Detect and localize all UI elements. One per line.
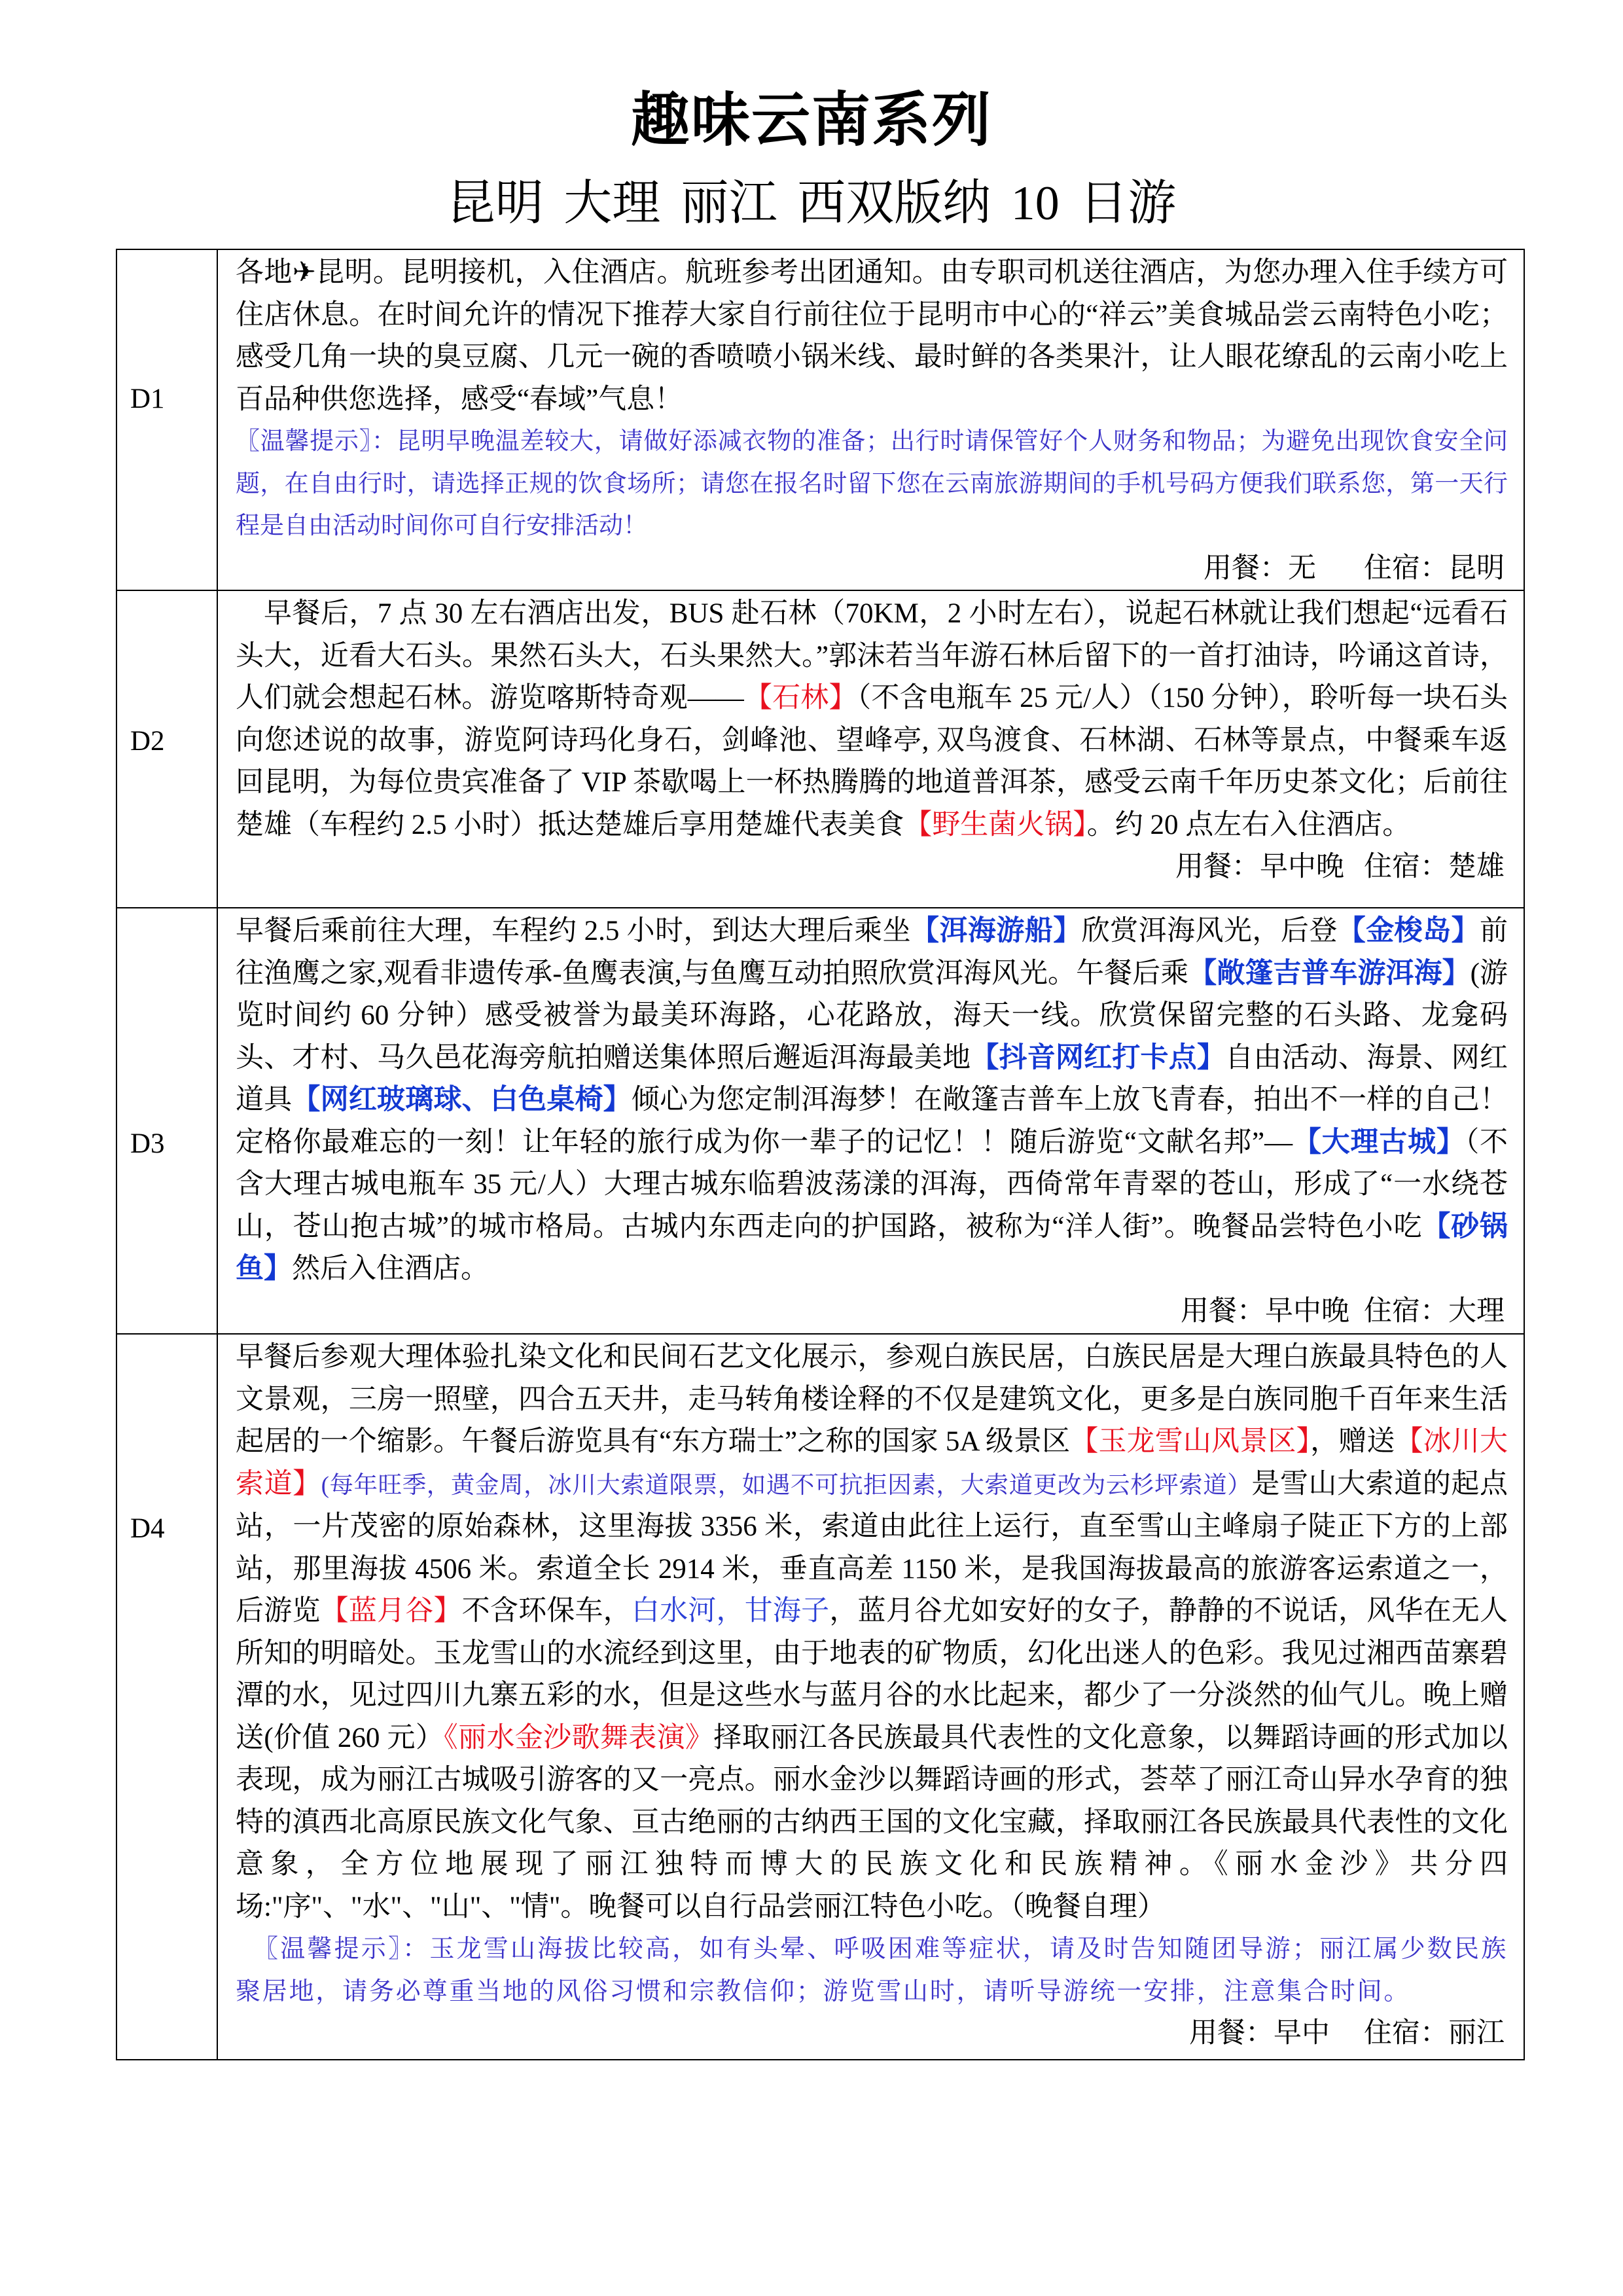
text-run: 早餐后，7 点 30 左右酒店出发，BUS 赴石林（70KM，2 小时左右），说起石林就让我们想起“远看石头大，近看大石头。果然石头大，石头果然大。”郭沫若当年游石林后留下的一首打油诗，吟诵这首诗，人们就会想起石林。游览喀斯特奇观—— <box>236 598 1508 713</box>
document-subtitle: 昆明 大理 丽江 西双版纳 10 日游 <box>446 177 1177 230</box>
tip-text: 〖温馨提示〗：玉龙雪山海拔比较高，如有头晕、呼吸困难等症状，请及时告知随团导游；丽江属少数民族聚居地，请务必尊重当地的风俗习惯和宗教信仰；游览雪山时，请听导游统一安排，注意集合时间。 <box>236 1935 1508 2005</box>
day-label: D4 <box>130 1513 165 1544</box>
meals-info: 用餐：早中晚 <box>1175 852 1344 882</box>
highlight-red: 【冰川大索道】 <box>236 1426 1508 1499</box>
meals-info: 用餐：无 <box>1204 552 1316 584</box>
day-label-cell <box>116 1334 217 2060</box>
highlight-red: 《丽水金沙歌舞表演》 <box>444 1722 714 1753</box>
highlight-blue-bold: 【抖音网红打卡点】 <box>971 1042 1226 1073</box>
day-label: D1 <box>130 384 165 414</box>
tip-text: 〖温馨提示〗：昆明早晚温差较大，请做好添减衣物的准备；出行时请保管好个人财务和物品；为避免出现饮食安全问题，在自由行时，请选择正规的饮食场所；请您在报名时留下您在云南旅游期间的手机号码方便我们联系您，第一天行程是自由活动时间你可自行安排活动！ <box>236 428 1508 539</box>
highlight-red: 【石林】 <box>743 683 857 713</box>
meals-lodging-line <box>236 2013 1508 2055</box>
meals-lodging-line <box>236 1291 1508 1333</box>
itinerary-row-d4 <box>116 1334 1524 2060</box>
highlight-blue-bold: 【网红玻璃球、白色桌椅】 <box>292 1085 632 1115</box>
meals-lodging-line <box>236 846 1508 889</box>
day-details-cell <box>217 1334 1524 2060</box>
highlight-red: 【蓝月谷】 <box>320 1596 462 1626</box>
day-label: D3 <box>130 1128 165 1159</box>
itinerary-row-d3 <box>116 908 1524 1334</box>
text-run: 早餐后乘前往大理，车程约 2.5 小时，到达大理后乘坐 <box>236 916 912 946</box>
travel-tip <box>236 1928 1508 2013</box>
highlight-blue-bold: 【大理古城】 <box>1293 1126 1465 1158</box>
highlight-blue-bold: 【敞篷吉普车游洱海】 <box>1188 958 1471 989</box>
text-run: 然后入住酒店。 <box>292 1253 489 1284</box>
day-label-cell <box>116 249 217 590</box>
highlight-red: 【野生菌火锅】 <box>904 809 1087 840</box>
day-description <box>236 593 1508 846</box>
lodging-info: 住宿：楚雄 <box>1364 852 1505 882</box>
day-label: D2 <box>130 726 165 757</box>
text-run: (游览时间约 60 分钟）感受被誉为最美环海路，心花路放，海天一线。欣赏保留完整的石头路、龙龛码头、才村、马久邑花海旁航拍赠送集体照后邂逅洱海最美地 <box>236 958 1508 1073</box>
day-label-cell <box>116 908 217 1334</box>
text-run: 择取丽江各民族最具代表性的文化意象，以舞蹈诗画的形式加以表现，成为丽江古城吸引游客的又一亮点。丽水金沙以舞蹈诗画的形式，荟萃了丽江奇山异水孕育的独特的滇西北高原民族文化气象、亘古绝丽的古纳西王国的文化宝藏，择取丽江各民族最具代表性的文化意象，全方位地展现了丽江独特而博大的民族文化和民族精神。《丽水金沙》共分四场:"序"、"水"、"山"、"情"。晚餐可以自行品尝丽江特色小吃。（晚餐自理） <box>236 1722 1508 1922</box>
itinerary-row-d1 <box>116 249 1524 590</box>
lodging-info: 住宿：大理 <box>1364 1295 1505 1327</box>
highlight-blue-bold: 【洱海游船】 <box>911 916 1082 946</box>
highlight-red: 【玉龙雪山风景区】 <box>1070 1426 1311 1457</box>
highlight-blue-small: (每年旺季，黄金周，冰川大索道限票，如遇不可抗拒因素，大索道更改为云杉坪索道） <box>321 1471 1252 1498</box>
itinerary-row-d2 <box>116 590 1524 908</box>
text-run: （不含大理古城电瓶车 35 元/人）大理古城东临碧波荡漾的洱海，西倚常年青翠的苍山，形成了“一水绕苍山，苍山抱古城”的城市格局。古城内东西走向的护国路，被称为“洋人街”。晚餐品尝特色小吃 <box>236 1126 1508 1242</box>
meals-info: 用餐：早中 <box>1189 2018 1330 2049</box>
text-run: 自由活动、海景、网红道具 <box>236 1042 1508 1115</box>
day-description <box>236 1336 1508 1928</box>
text-run: 欣赏洱海风光，后登 <box>1081 916 1338 946</box>
day-label-cell <box>116 590 217 908</box>
lodging-info: 住宿：丽江 <box>1364 2018 1505 2049</box>
meals-info: 用餐：早中晚 <box>1181 1295 1349 1327</box>
highlight-blue: 白水河，甘海子 <box>631 1596 830 1626</box>
text-run: 不含环保车， <box>461 1596 632 1626</box>
day-description <box>236 252 1508 421</box>
day-details-cell <box>217 590 1524 908</box>
text-run: 是雪山大索道的起点站，一片茂密的原始森林，这里海拔 3356 米，索道由此往上运行，直至雪山主峰扇子陡正下方的上部站，那里海拔 4506 米。索道全长 2914 米，垂直高差 1150 米，是我国海拔最高的旅游客运索道之一，后游览 <box>236 1468 1508 1626</box>
text-run: 。约 20 点左右入住酒店。 <box>1086 809 1411 840</box>
text-run: ，蓝月谷尤如安好的女子，静静的不说话，风华在无人所知的明暗处。玉龙雪山的水流经到这里，由于地表的矿物质，幻化出迷人的色彩。我见过湘西苗寨碧潭的水，见过四川九寨五彩的水，但是这些水与蓝月谷的水比起来，都少了一分淡然的仙气儿。晚上赠送(价值 260 元） <box>236 1596 1508 1753</box>
meals-lodging-line <box>236 548 1508 590</box>
text-run: 各地✈昆明。昆明接机，入住酒店。航班参考出团通知。由专职司机送往酒店，为您办理入住手续方可住店休息。在时间允许的情况下推荐大家自行前往位于昆明市中心的“祥云”美食城品尝云南特色小吃；感受几角一块的臭豆腐、几元一碗的香喷喷小锅米线、最时鲜的各类果汁，让人眼花缭乱的云南小吃上百品种供您选择，感受“春域”气息！ <box>236 257 1508 415</box>
itinerary-table <box>116 249 1525 2060</box>
highlight-blue-bold: 【砂锅鱼】 <box>236 1211 1508 1284</box>
day-description <box>236 910 1508 1291</box>
text-run: 前往渔鹰之家,观看非遗传承-鱼鹰表演,与鱼鹰互动拍照欣赏洱海风光。午餐后乘 <box>236 916 1508 989</box>
text-run: 倾心为您定制洱海梦！在敞篷吉普车上放飞青春，拍出不一样的自己！定格你最难忘的一刻！让年轻的旅行成为你一辈子的记忆！！随后游览“文献名邦”— <box>236 1085 1508 1158</box>
text-run: 早餐后参观大理体验扎染文化和民间石艺文化展示，参观白族民居，白族民居是大理白族最具特色的人文景观，三房一照壁，四合五天井，走马转角楼诠释的不仅是建筑文化，更多是白族同胞千百年来生活起居的一个缩影。午餐后游览具有“东方瑞士”之称的国家 5A 级景区 <box>236 1342 1508 1457</box>
text-run: （不含电瓶车 25 元/人）（150 分钟），聆听每一块石头向您述说的故事，游览阿诗玛化身石，剑峰池、望峰亭, 双鸟渡食、石林湖、石林等景点，中餐乘车返回昆明，为每位贵宾准备了 VIP 茶歇喝上一杯热腾腾的地道普洱茶，感受云南千年历史茶文化；后前往楚雄（车程约 2.5 小时）抵达楚雄后享用楚雄代表美食 <box>236 683 1508 840</box>
day-details-cell <box>217 908 1524 1334</box>
document-title: 趣味云南系列 <box>631 88 992 153</box>
travel-tip <box>236 421 1508 548</box>
highlight-blue-bold: 【金梭岛】 <box>1337 916 1480 946</box>
lodging-info: 住宿：昆明 <box>1364 552 1505 584</box>
text-run: ，赠送 <box>1310 1426 1395 1457</box>
day-details-cell <box>217 249 1524 590</box>
